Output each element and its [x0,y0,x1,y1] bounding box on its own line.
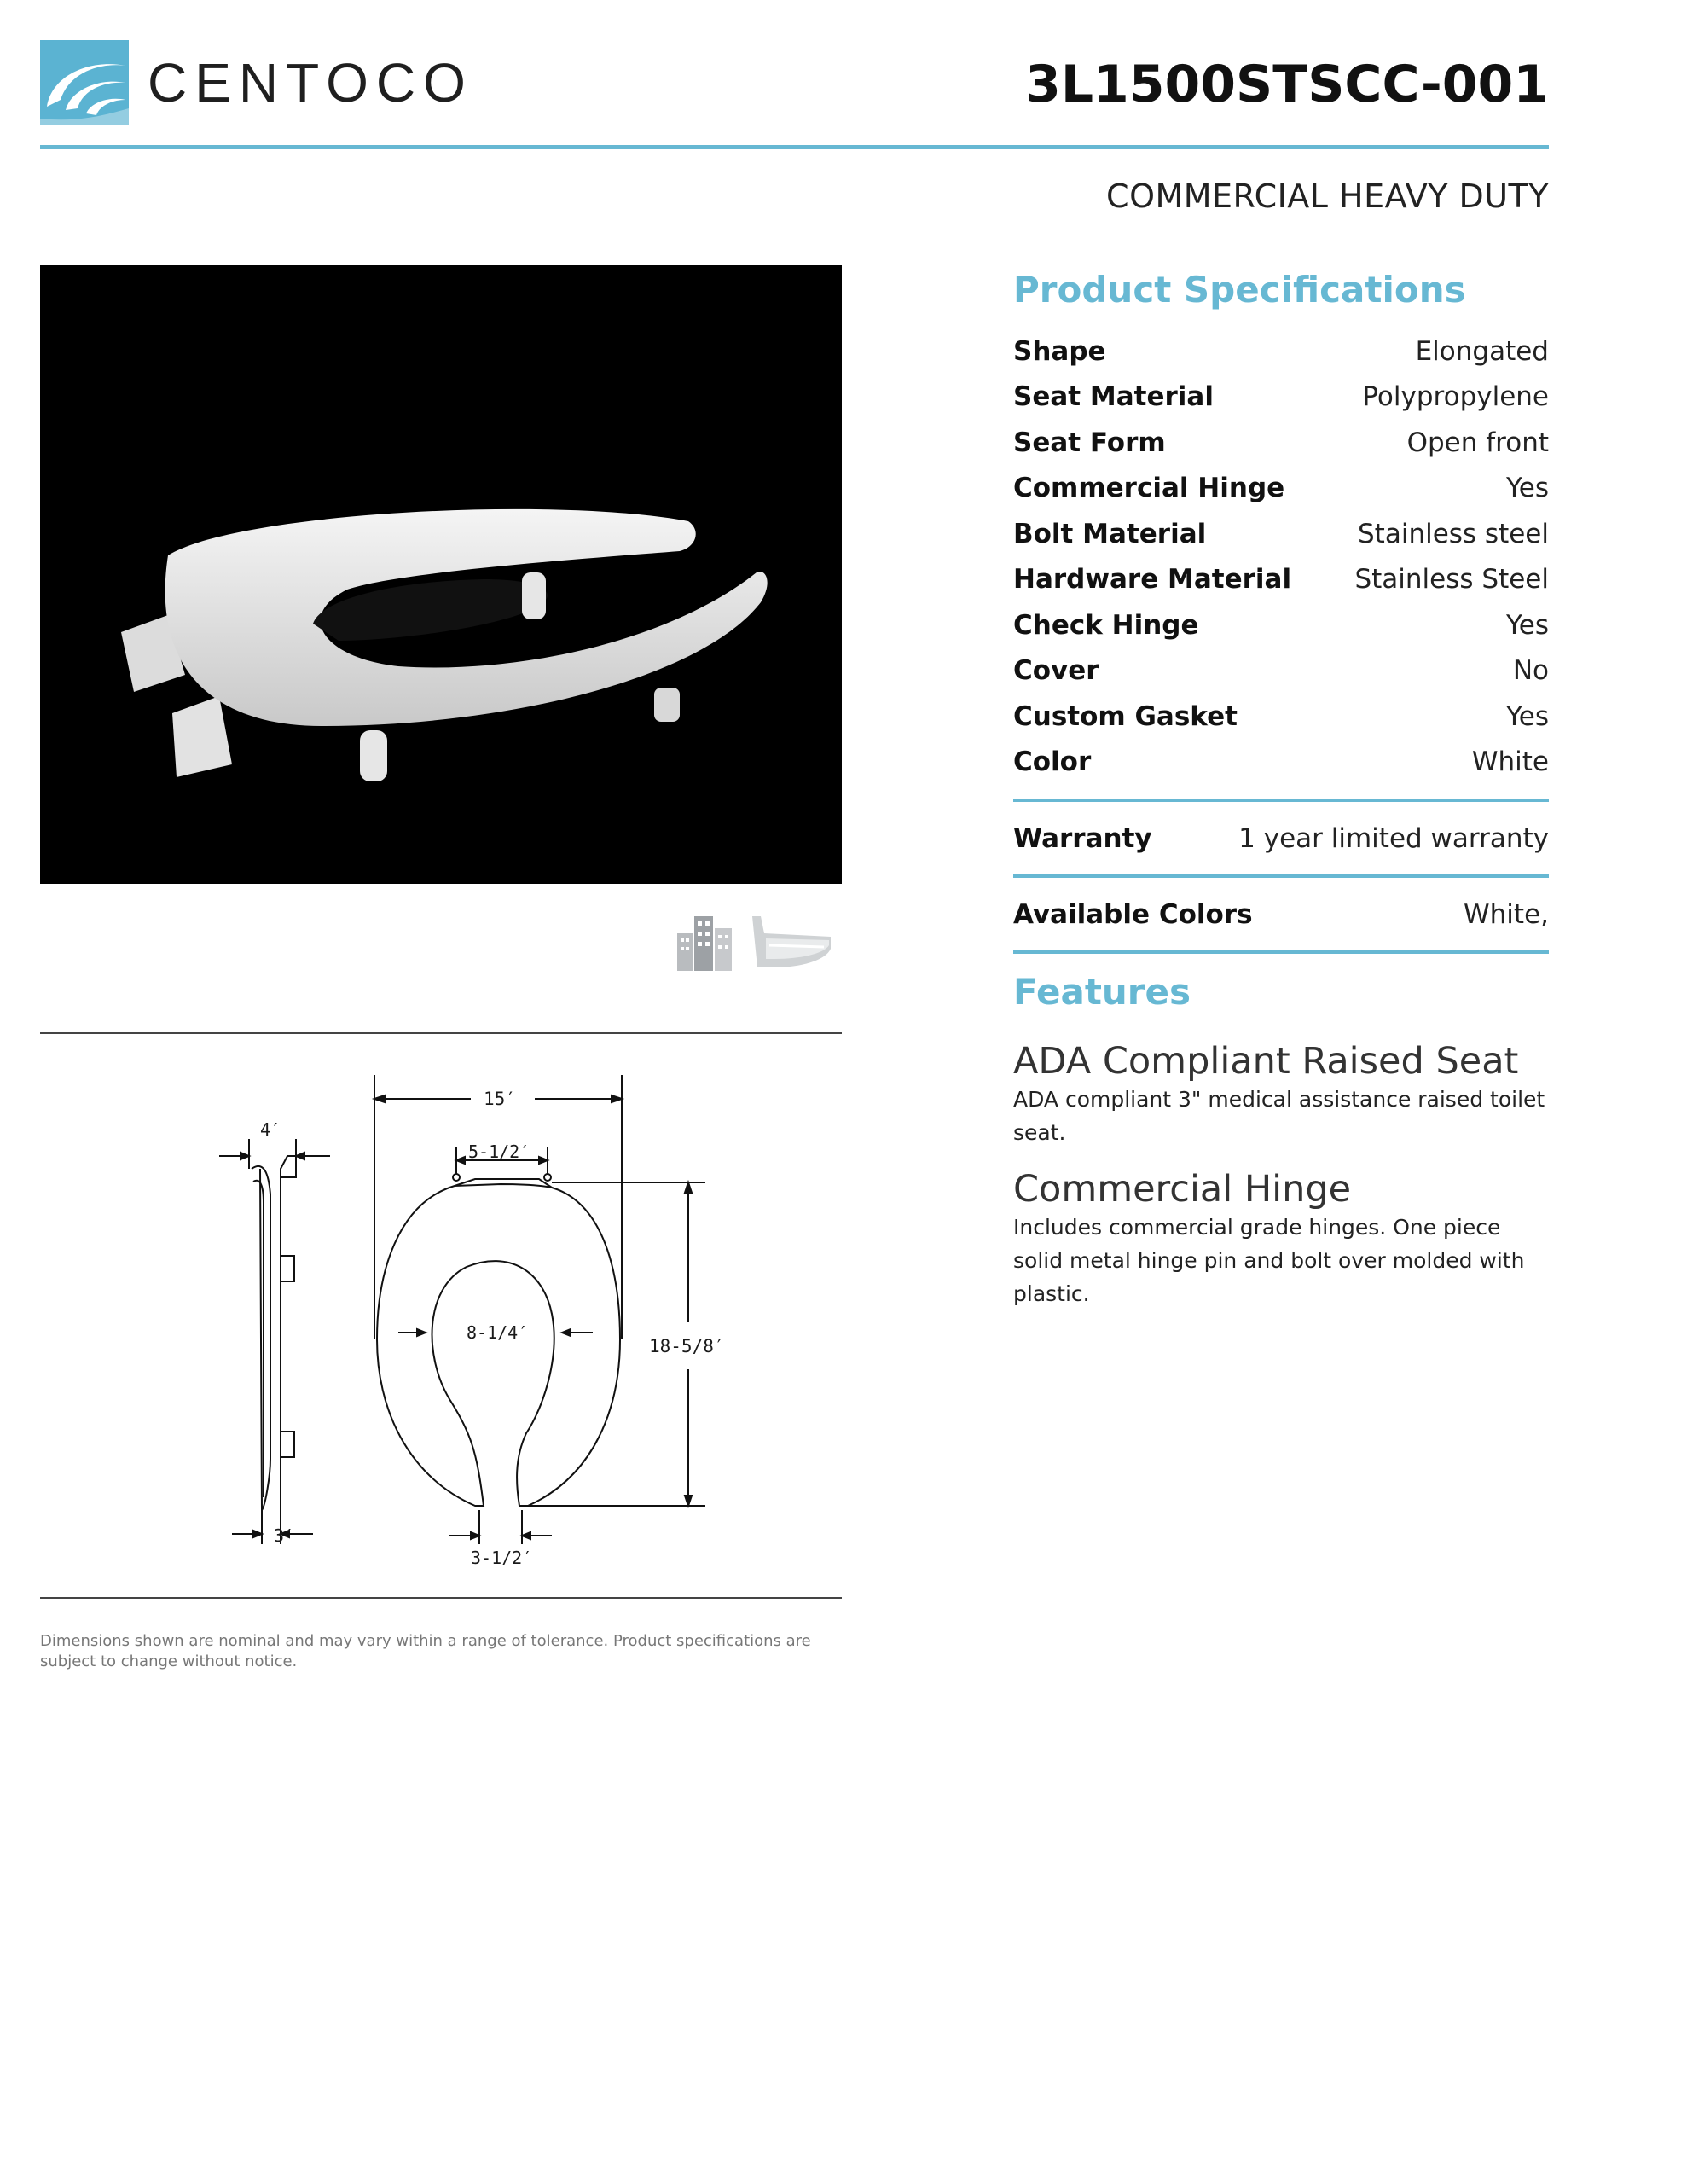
spec-label: Shape [1013,335,1106,367]
feature-heading: Commercial Hinge [1013,1168,1352,1211]
product-photo [40,265,842,884]
spec-label: Color [1013,746,1092,778]
colors-row [1013,878,1549,950]
spec-label: Cover [1013,655,1099,687]
centoco-logo-icon [40,40,129,125]
spec-row [1013,648,1549,694]
colors-label: Available Colors [1013,898,1253,930]
spec-label: Bolt Material [1013,518,1207,549]
feature-heading: ADA Compliant Raised Seat [1013,1040,1519,1083]
spec-value: Polypropylene [1362,381,1549,413]
brand-name: CENTOCO [148,52,473,113]
warranty-value: 1 year limited warranty [1238,822,1549,854]
spec-row [1013,375,1549,421]
specifications-title: Product Specifications [1013,269,1466,311]
spec-label: Seat Form [1013,427,1166,458]
spec-label: Custom Gasket [1013,700,1238,732]
drawing-bottom-divider [40,1597,842,1599]
dim-side-top: 4′ [260,1119,281,1140]
spec-value: Stainless Steel [1354,564,1549,595]
spec-row [1013,694,1549,740]
spec-value: Elongated [1415,335,1549,367]
features-title: Features [1013,971,1191,1013]
spec-value: Yes [1505,609,1549,641]
spec-value: Yes [1505,700,1549,732]
toilet-seat-icon [749,911,834,973]
spec-value: Open front [1406,427,1549,458]
spec-value: Stainless steel [1358,518,1549,549]
spec-row [1013,557,1549,603]
building-icon [674,911,735,973]
spec-column [1013,260,1549,1310]
spec-row [1013,740,1549,786]
spec-row [1013,511,1549,557]
colors-value: White, [1464,898,1549,930]
application-icons [674,911,834,976]
spec-row [1013,602,1549,648]
warranty-label: Warranty [1013,822,1152,854]
dim-front-gap: 3-1/2′ [471,1548,533,1568]
feature-body: ADA compliant 3" medical assistance raised toilet seat. [1013,1087,1545,1145]
colors-divider [1013,950,1549,954]
spec-value: White [1471,746,1549,778]
spec-table [1013,328,1549,785]
spec-label: Hardware Material [1013,564,1292,595]
spec-row [1013,466,1549,512]
spec-label: Seat Material [1013,381,1214,413]
spec-row [1013,328,1549,375]
spec-label: Check Hinge [1013,609,1199,641]
disclaimer-text: Dimensions shown are nominal and may vary within a range of tolerance. Product specifications are subject to change without notice. [40,1632,811,1670]
dim-side-bottom: 3′ [274,1525,295,1546]
dimension-drawing [40,1032,842,1595]
dim-width: 15′ [484,1089,516,1109]
feature-body: Includes commercial grade hinges. One piece solid metal hinge pin and bolt over molded with plastic. [1013,1215,1525,1306]
dim-opening: 8-1/4′ [467,1322,529,1343]
header-divider [40,145,1549,149]
warranty-row [1013,802,1549,874]
product-sku: 3L1500STSCC-001 [1025,55,1549,114]
spec-value: No [1512,655,1549,687]
product-category: COMMERCIAL HEAVY DUTY [1106,177,1549,215]
dim-bolt-spacing: 5-1/2′ [468,1141,530,1162]
spec-label: Commercial Hinge [1013,473,1285,504]
spec-row [1013,420,1549,466]
dim-length: 18-5/8′ [649,1336,725,1356]
spec-value: Yes [1505,473,1549,504]
